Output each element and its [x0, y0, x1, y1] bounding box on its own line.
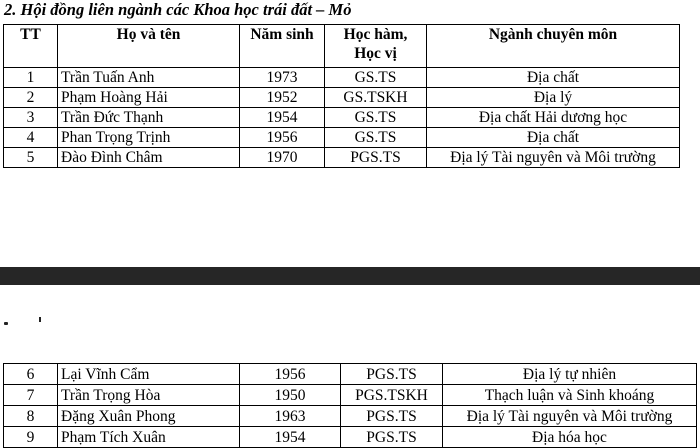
cell-academic-title: PGS.TS — [325, 148, 427, 168]
table-row — [4, 128, 680, 148]
header-field: Ngành chuyên môn — [427, 25, 680, 68]
cell-birth-year: 1963 — [240, 406, 341, 427]
council-table-part-2 — [3, 363, 697, 448]
cell-field: Địa chất — [427, 128, 680, 148]
cell-birth-year: 1950 — [240, 385, 341, 406]
cell-birth-year: 1973 — [240, 68, 325, 88]
cell-birth-year: 1956 — [240, 364, 341, 385]
cell-tt: 7 — [4, 385, 58, 406]
cell-birth-year: 1956 — [240, 128, 325, 148]
cell-field: Thạch luận và Sinh khoáng — [443, 385, 697, 406]
cell-birth-year: 1970 — [240, 148, 325, 168]
cell-name: Lại Vĩnh Cẩm — [58, 364, 240, 385]
table-row — [4, 148, 680, 168]
cell-name: Đặng Xuân Phong — [58, 406, 240, 427]
cell-name: Trần Đức Thạnh — [58, 108, 240, 128]
cell-field: Địa lý tự nhiên — [443, 364, 697, 385]
table-row — [4, 364, 697, 385]
cell-birth-year: 1954 — [240, 427, 341, 448]
table-row — [4, 108, 680, 128]
cell-birth-year: 1954 — [240, 108, 325, 128]
cell-field: Địa chất — [427, 68, 680, 88]
cell-academic-title: GS.TS — [325, 128, 427, 148]
table-row — [4, 427, 697, 448]
cell-birth-year: 1952 — [240, 88, 325, 108]
header-name: Họ và tên — [58, 25, 240, 68]
cell-name: Phan Trọng Trịnh — [58, 128, 240, 148]
cell-field: Địa chất Hải dương học — [427, 108, 680, 128]
cell-tt: 3 — [4, 108, 58, 128]
table-row — [4, 68, 680, 88]
table-row — [4, 385, 697, 406]
table-row — [4, 88, 680, 108]
cell-academic-title: GS.TS — [325, 108, 427, 128]
table-header-row — [4, 25, 680, 68]
cell-academic-title: PGS.TS — [341, 427, 443, 448]
cell-tt: 8 — [4, 406, 58, 427]
table-row — [4, 406, 697, 427]
cell-academic-title: PGS.TSKH — [341, 385, 443, 406]
cell-tt: 6 — [4, 364, 58, 385]
header-academic-title-line1: Học hàm, — [343, 26, 408, 43]
cell-tt: 4 — [4, 128, 58, 148]
cell-field: Địa lý Tài nguyên và Môi trường — [427, 148, 680, 168]
cell-field: Địa hóa học — [443, 427, 697, 448]
header-academic-title — [325, 25, 427, 68]
scan-speck — [39, 317, 41, 322]
cell-name: Phạm Hoàng Hải — [58, 88, 240, 108]
section-heading: 2. Hội đồng liên ngành các Khoa học trái đất – Mỏ — [4, 0, 352, 19]
cell-name: Phạm Tích Xuân — [58, 427, 240, 448]
cell-tt: 2 — [4, 88, 58, 108]
cell-name: Đào Đình Châm — [58, 148, 240, 168]
cell-name: Trần Trọng Hòa — [58, 385, 240, 406]
cell-name: Trần Tuấn Anh — [58, 68, 240, 88]
cell-field: Địa lý — [427, 88, 680, 108]
cell-academic-title: GS.TS — [325, 68, 427, 88]
header-academic-title-line2: Học vị — [354, 45, 397, 62]
cell-academic-title: PGS.TS — [341, 364, 443, 385]
cell-tt: 1 — [4, 68, 58, 88]
header-birth-year: Năm sinh — [240, 25, 325, 68]
cell-tt: 9 — [4, 427, 58, 448]
cell-academic-title: GS.TSKH — [325, 88, 427, 108]
cell-field: Địa lý Tài nguyên và Môi trường — [443, 406, 697, 427]
cell-academic-title: PGS.TS — [341, 406, 443, 427]
scan-speck — [4, 322, 8, 325]
cell-tt: 5 — [4, 148, 58, 168]
council-table-part-1 — [3, 24, 680, 168]
page-break-band — [0, 267, 700, 285]
header-tt: TT — [4, 25, 58, 68]
